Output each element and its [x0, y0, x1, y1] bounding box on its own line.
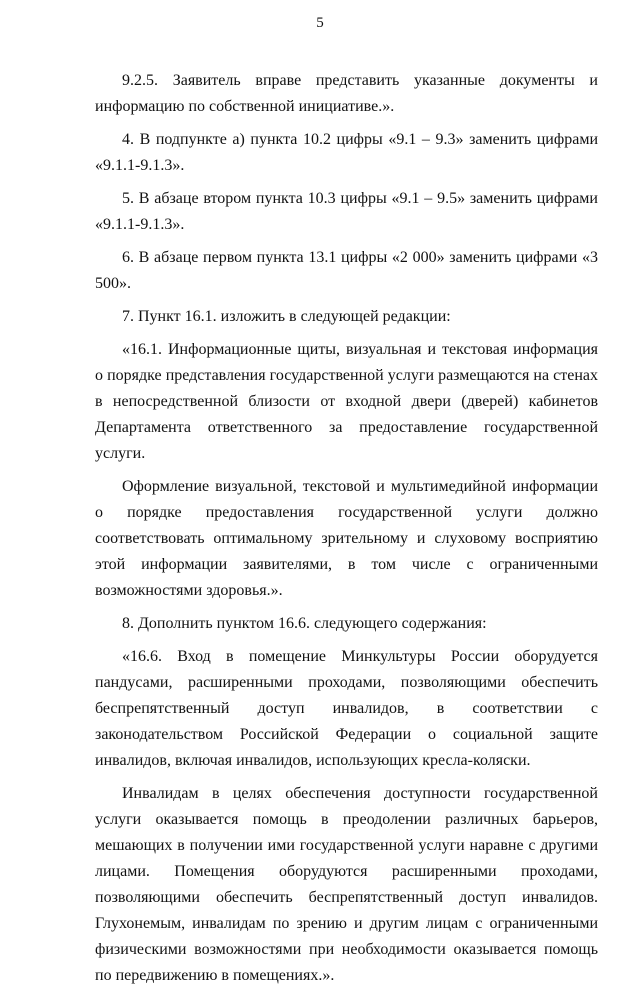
paragraph-item-4: 4. В подпункте а) пункта 10.2 цифры «9.1 – 9.3» заменить цифрами «9.1.1-9.1.3». [95, 131, 598, 174]
document-body [95, 68, 598, 989]
paragraph-16-6: «16.6. Вход в помещение Минкультуры России оборудуется пандусами, расширенными проходами, позволяющими обеспечить беспрепятственный доступ инвалидов, в соответствии с законодательством Российской Федерации о социальной защите инвалидов, включая инвалидов, использующих кресла-коляски. [95, 648, 598, 769]
paragraph-item-8: 8. Дополнить пунктом 16.6. следующего содержания: [122, 615, 487, 632]
paragraph-item-5: 5. В абзаце втором пункта 10.3 цифры «9.1 – 9.5» заменить цифрами «9.1.1-9.1.3». [95, 190, 598, 233]
paragraph-item-6: 6. В абзаце первом пункта 13.1 цифры «2 000» заменить цифрами «3 500». [95, 249, 598, 292]
paragraph-16-1-design: Оформление визуальной, текстовой и мультимедийной информации о порядке предоставления государственной услуги должно соответствовать оптимальному зрительному и слуховому восприятию этой информации заявителями, в том числе с ограниченными возможностями здоровья.». [95, 478, 598, 599]
paragraph-9-2-5: 9.2.5. Заявитель вправе представить указанные документы и информацию по собственной инициативе.». [95, 72, 598, 115]
paragraph-item-7: 7. Пункт 16.1. изложить в следующей редакции: [122, 308, 451, 325]
paragraph-16-6-assistance: Инвалидам в целях обеспечения доступности государственной услуги оказывается помощь в преодолении различных барьеров, мешающих в получении ими государственной услуги наравне с другими лицами. Помещения оборудуются расширенными проходами, позволяющими обеспечить беспрепятственный доступ инвалидов. Глухонемым, инвалидам по зрению и другим лицам с ограниченными физическими возможностями при необходимости оказывается помощь по передвижению в помещениях.». [95, 785, 598, 984]
page-number: 5 [316, 15, 324, 31]
paragraph-16-1: «16.1. Информационные щиты, визуальная и текстовая информация о порядке представления государственной услуги размещаются на стенах в непосредственной близости от входной двери (дверей) кабинетов Департамента ответственного за предоставление государственной услуги. [95, 341, 598, 462]
